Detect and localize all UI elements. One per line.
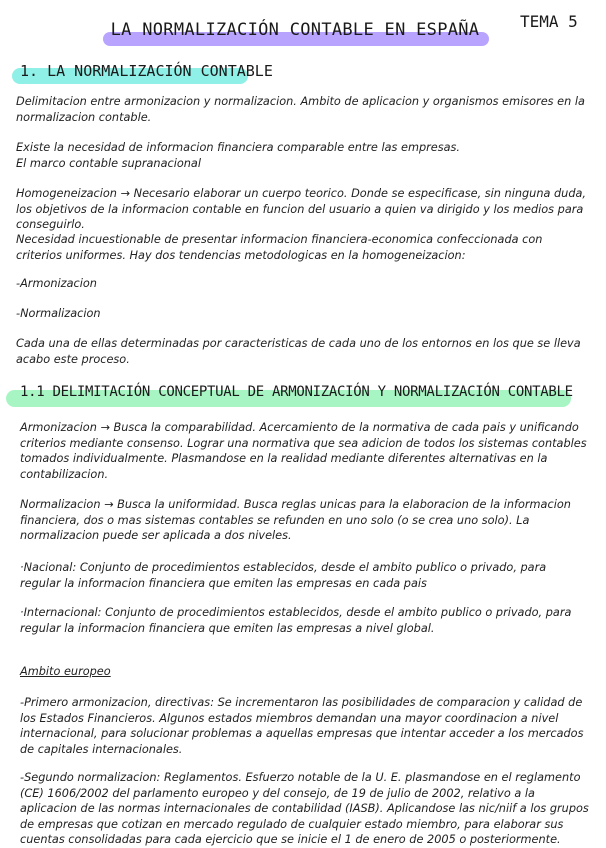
list-item-armonizacion: -Armonizacion [16,277,97,290]
section-1-1-heading-block [6,382,571,412]
section-1-heading-block [12,60,273,88]
paragraph-internacional: ·Internacional: Conjunto de procedimientos establecidos, desde el ambito publico o privado, para regular la informacion financiera que emiten las empresas a nivel global. [20,606,572,635]
topic-number: TEMA 5 [520,12,578,31]
paragraph-entornos: Cada una de ellas determinadas por caracteristicas de cada uno de los entornos en los que se lleva acabo este proceso. [16,337,581,366]
paragraph-normalizacion-def: Normalizacion → Busca la uniformidad. Busca reglas unicas para la elaboracion de la informacion financiera, dos o mas sistemas contables se refunden en uno solo (o se crea uno solo). La normalizacion puede ser aplicada a dos niveles. [20,498,571,542]
section-1-1-heading: 1.1 DELIMITACIÓN CONCEPTUAL DE ARMONIZACIÓN Y NORMALIZACIÓN CONTABLE [20,384,573,400]
paragraph-reglamentos: -Segundo normalizacion: Reglamentos. Esfuerzo notable de la U. E. plasmandose en el reglamento (CE) 1606/2002 del parlamento europeo y del consejo, de 19 de julio de 2002, relativo a la aplicacion de las normas internacionales de contabilidad (IASB). Aplicandose las nic/niif a los grupos de empresas que cotizan en mercado regulado de cualquier estado miembro, para elaborar sus cuentas consolidadas para cada ejercicio que se inicie el 1 de enero de 2005 o posteriormente. [20,771,589,846]
paragraph-necesidad [16,140,586,171]
paragraph-homogeneizacion: Homogeneizacion → Necesario elaborar un cuerpo teorico. Donde se especificase, sin ninguna duda, los objetivos de la informacion contable en funcion del usuario a quien va dirigido y los medios para conseguirlo. [16,187,587,231]
paragraph-necesidad-line2: El marco contable supranacional [16,156,201,170]
subheading-ambito-europeo: Ambito europeo [20,665,111,678]
paragraph-necesidad-line1: Existe la necesidad de informacion financiera comparable entre las empresas. [16,141,461,154]
paragraph-armonizacion-def: Armonizacion → Busca la comparabilidad. Acercamiento de la normativa de cada pais y unificando criterios mediante consenso. Lograr una normativa que sea adicion de todos los sistemas contables tomados individualmente. Plasmandose en la realidad mediante diferentes alternativas en la contabilizacion. [20,421,587,481]
paragraph-nacional: ·Nacional: Conjunto de procedimientos establecidos, desde el ambito publico o privado, para regular la informacion financiera que emiten las empresas en cada pais [20,561,547,590]
paragraph-uniformes: Necesidad incuestionable de presentar informacion financiera-economica confeccionada con criterios uniformes. Hay dos tendencias metodologicas en la homogeneizacion: [16,233,543,262]
page-title-block [95,18,495,52]
paragraph-delimitacion: Delimitacion entre armonizacion y normalizacion. Ambito de aplicacion y organismos emisores en la normalizacion contable. [16,95,585,124]
page-title: LA NORMALIZACIÓN CONTABLE EN ESPAÑA [110,20,480,40]
list-item-normalizacion: -Normalizacion [16,307,101,320]
paragraph-directivas: -Primero armonizacion, directivas: Se incrementaron las posibilidades de comparacion y calidad de los Estados Financieros. Algunos estados miembros demandan una mayor coordinacion a nivel internacional, para solucionar problemas a aquellas empresas que intentar acceder a los mercados de capitales internacionales. [20,696,584,756]
section-1-heading: 1. LA NORMALIZACIÓN CONTABLE [20,62,273,80]
